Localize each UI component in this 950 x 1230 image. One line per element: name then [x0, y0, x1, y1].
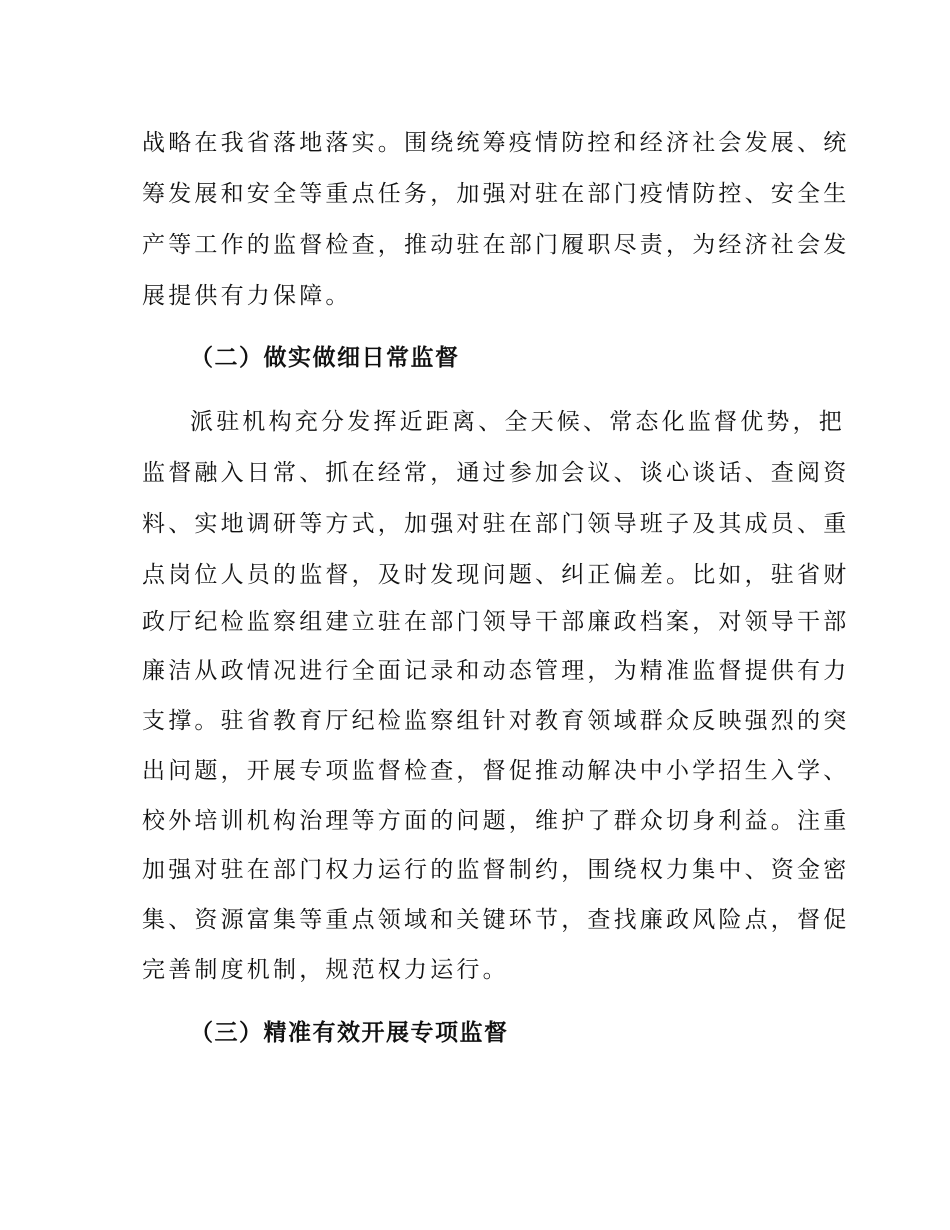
paragraph-2-line-10: 加强对驻在部门权力运行的监督制约，围绕权力集中、资金密 — [142, 857, 850, 883]
paragraph-2-line-8: 出问题，开展专项监督检查，督促推动解决中小学招生入学、 — [142, 758, 850, 784]
paragraph-2-line-7: 支撑。驻省教育厅纪检监察组针对教育领域群众反映强烈的突 — [142, 708, 850, 734]
paragraph-2-line-1: 派驻机构充分发挥近距离、全天候、常态化监督优势，把 — [190, 409, 845, 435]
paragraph-1-line-4: 展提供有力保障。 — [142, 283, 352, 309]
paragraph-2-line-9: 校外培训机构治理等方面的问题，维护了群众切身利益。注重 — [142, 808, 850, 834]
paragraph-1-line-1: 战略在我省落地落实。围绕统筹疫情防控和经济社会发展、统 — [142, 130, 850, 156]
paragraph-2-line-5: 政厅纪检监察组建立驻在部门领导干部廉政档案，对领导干部 — [142, 609, 850, 635]
section-heading-2: （二）做实做细日常监督 — [190, 345, 460, 371]
paragraph-2-line-11: 集、资源富集等重点领域和关键环节，查找廉政风险点，督促 — [142, 907, 850, 933]
paragraph-2-line-2: 监督融入日常、抓在经常，通过参加会议、谈心谈话、查阅资 — [142, 460, 850, 486]
paragraph-1-line-2: 筹发展和安全等重点任务，加强对驻在部门疫情防控、安全生 — [142, 181, 850, 207]
paragraph-1-line-3: 产等工作的监督检查，推动驻在部门履职尽责，为经济社会发 — [142, 232, 850, 258]
paragraph-2-line-3: 料、实地调研等方式，加强对驻在部门领导班子及其成员、重 — [142, 511, 850, 537]
section-heading-3: （三）精准有效开展专项监督 — [190, 1020, 509, 1046]
paragraph-2-line-12: 完善制度机制，规范权力运行。 — [142, 957, 509, 983]
paragraph-2-line-4: 点岗位人员的监督，及时发现问题、纠正偏差。比如，驻省财 — [142, 562, 850, 588]
paragraph-2-line-6: 廉洁从政情况进行全面记录和动态管理，为精准监督提供有力 — [142, 658, 850, 684]
